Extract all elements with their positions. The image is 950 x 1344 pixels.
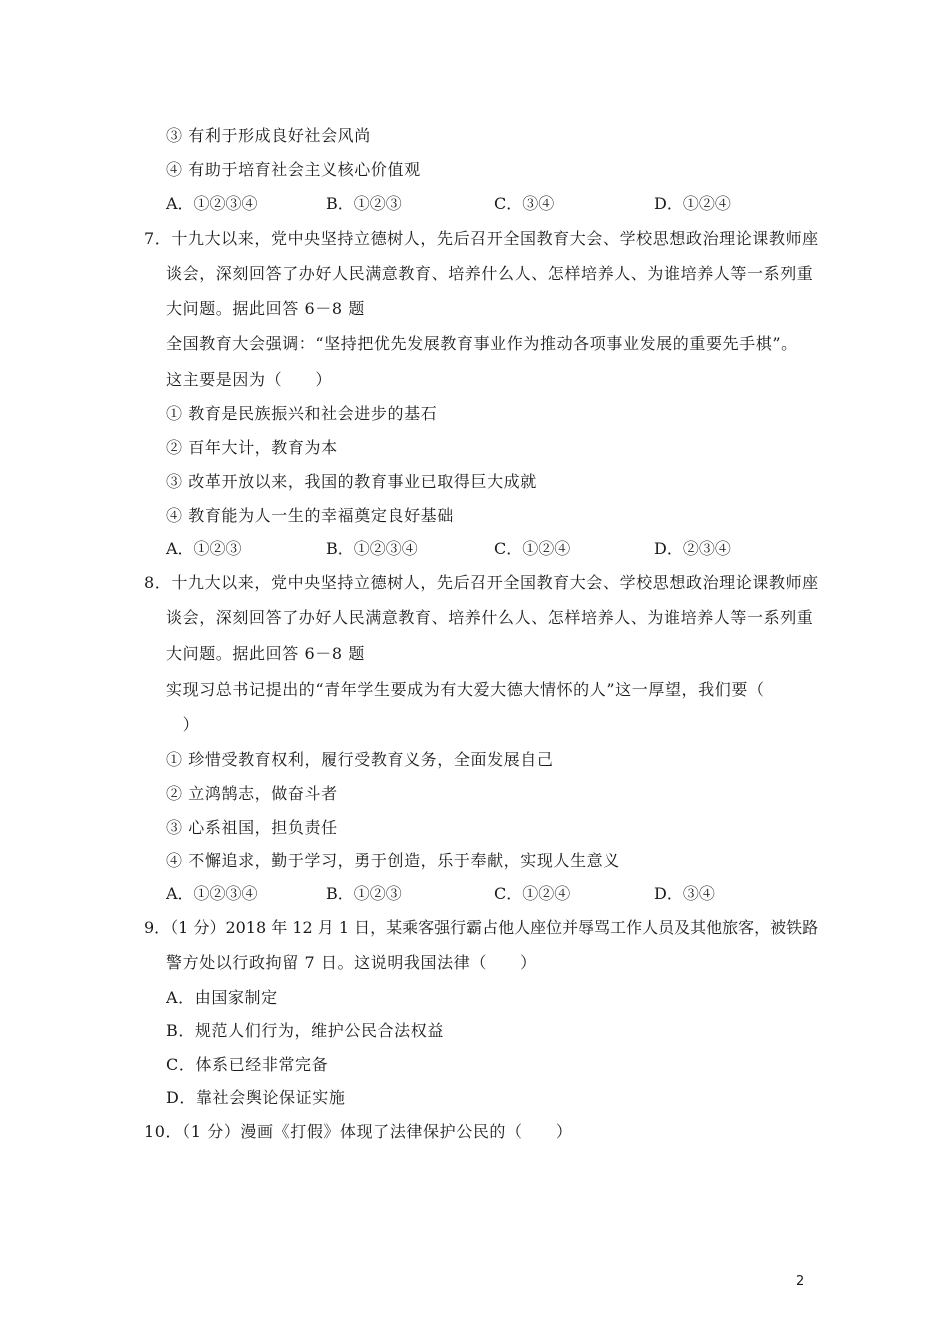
- q8-stem-line-5: ）: [166, 715, 200, 734]
- q8-item-4: ④ 不懈追求，勤于学习，勇于创造，乐于奉献，实现人生意义: [166, 851, 620, 870]
- q6-option-b: B．①②③: [326, 194, 402, 213]
- q6-option-c: C．③④: [494, 194, 555, 213]
- q7-stem-line-3: 大问题。据此回答 6－8 题: [166, 299, 365, 318]
- q8-item-3: ③ 心系祖国，担负责任: [166, 818, 338, 837]
- q8-item-1: ① 珍惜受教育权利，履行受教育义务，全面发展自己: [166, 750, 554, 769]
- q7-item-3: ③ 改革开放以来，我国的教育事业已取得巨大成就: [166, 472, 537, 491]
- q10-stem: 10．（1 分）漫画《打假》体现了法律保护公民的（ ）: [144, 1122, 573, 1141]
- q8-item-2: ② 立鸿鹄志，做奋斗者: [166, 784, 338, 803]
- q9-option-d: D．靠社会舆论保证实施: [166, 1088, 346, 1107]
- q8-option-c: C．①②④: [494, 884, 571, 903]
- q9-stem-line-1: 9．（1 分）2018 年 12 月 1 日，某乘客强行霸占他人座位并辱骂工作人员及其他旅客，被铁路: [144, 918, 819, 937]
- q7-item-2: ② 百年大计，教育为本: [166, 438, 338, 457]
- q9-stem-line-2: 警方处以行政拘留 7 日。这说明我国法律（ ）: [166, 953, 537, 972]
- q7-option-b: B．①②③④: [326, 539, 418, 558]
- q7-stem-line-4: 全国教育大会强调：“坚持把优先发展教育事业作为推动各项事业发展的重要先手棋”。: [166, 334, 798, 353]
- q9-option-a: A．由国家制定: [166, 988, 278, 1007]
- q7-stem-line-1: 7．十九大以来，党中央坚持立德树人，先后召开全国教育大会、学校思想政治理论课教师座: [144, 229, 819, 248]
- q8-stem-line-4: 实现习总书记提出的“青年学生要成为有大爱大德大情怀的人”这一厚望，我们要（: [166, 680, 765, 699]
- q7-option-d: D．②③④: [654, 539, 731, 558]
- q8-option-b: B．①②③: [326, 884, 402, 903]
- q9-option-c: C．体系已经非常完备: [166, 1055, 329, 1074]
- q8-stem-line-1: 8．十九大以来，党中央坚持立德树人，先后召开全国教育大会、学校思想政治理论课教师座: [144, 573, 819, 592]
- q7-item-4: ④ 教育能为人一生的幸福奠定良好基础: [166, 506, 454, 525]
- q9-option-b: B．规范人们行为，维护公民合法权益: [166, 1021, 444, 1040]
- q6-option-a: A．①②③④: [166, 194, 258, 213]
- q8-option-d: D．③④: [654, 884, 715, 903]
- q7-option-c: C．①②④: [494, 539, 571, 558]
- q6-item-3: ③ 有利于形成良好社会风尚: [166, 126, 371, 145]
- q7-stem-line-2: 谈会，深刻回答了办好人民满意教育、培养什么人、怎样培养人、为谁培养人等一系列重: [166, 264, 814, 283]
- q8-stem-line-2: 谈会，深刻回答了办好人民满意教育、培养什么人、怎样培养人、为谁培养人等一系列重: [166, 608, 814, 627]
- q8-option-a: A．①②③④: [166, 884, 258, 903]
- q7-stem-line-5: 这主要是因为（ ）: [166, 370, 333, 389]
- q6-item-4: ④ 有助于培育社会主义核心价值观: [166, 160, 421, 179]
- q7-item-1: ① 教育是民族振兴和社会进步的基石: [166, 404, 438, 423]
- q6-option-d: D．①②④: [654, 194, 731, 213]
- page-number: 2: [796, 1274, 805, 1289]
- q7-option-a: A．①②③: [166, 539, 242, 558]
- q8-stem-line-3: 大问题。据此回答 6－8 题: [166, 644, 365, 663]
